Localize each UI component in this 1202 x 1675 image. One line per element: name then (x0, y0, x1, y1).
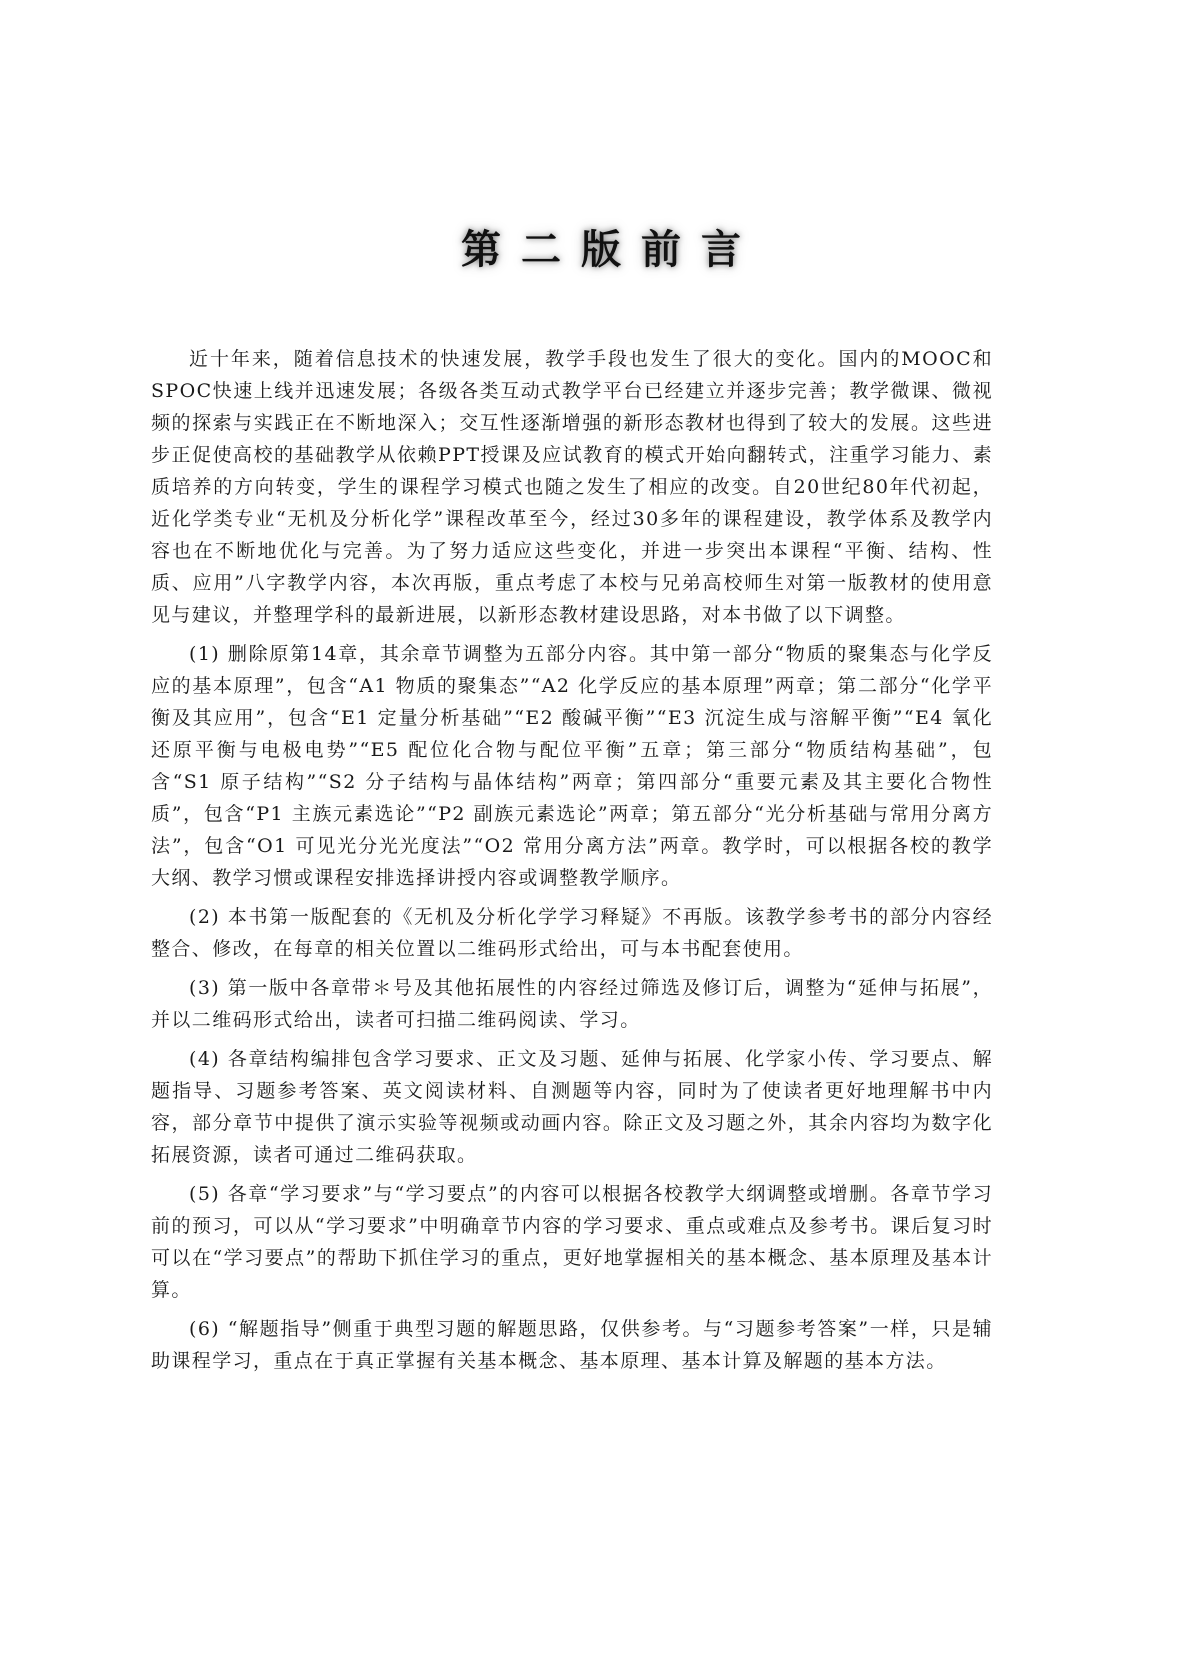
paragraph-intro: 近十年来，随着信息技术的快速发展，教学手段也发生了很大的变化。国内的MOOC和SPOC快速上线并迅速发展；各级各类互动式教学平台已经建立并逐步完善；教学微课、微视频的探索与实践正在不断地深入；交互性逐渐增强的新形态教材也得到了较大的发展。这些进步正促使高校的基础教学从依赖PPT授课及应试教育的模式开始向翻转式，注重学习能力、素质培养的方向转变，学生的课程学习模式也随之发生了相应的改变。自20世纪80年代初起，近化学类专业“无机及分析化学”课程改革至今，经过30多年的课程建设，教学体系及教学内容也在不断地优化与完善。为了努力适应这些变化，并进一步突出本课程“平衡、结构、性质、应用”八字教学内容，本次再版，重点考虑了本校与兄弟高校师生对第一版教材的使用意见与建议，并整理学科的最新进展，以新形态教材建设思路，对本书做了以下调整。 (151, 348, 993, 626)
paragraph-item-1: (1) 删除原第14章，其余章节调整为五部分内容。其中第一部分“物质的聚集态与化学反应的基本原理”，包含“A1 物质的聚集态”“A2 化学反应的基本原理”两章；第二部分“化学平衡及其应用”，包含“E1 定量分析基础”“E2 酸碱平衡”“E3 沉淀生成与溶解平衡”“E4 氧化还原平衡与电极电势”“E5 配位化合物与配位平衡”五章；第三部分“物质结构基础”，包含“S1 原子结构”“S2 分子结构与晶体结构”两章；第四部分“重要元素及其主要化合物性质”，包含“P1 主族元素选论”“P2 副族元素选论”两章；第五部分“光分析基础与常用分离方法”，包含“O1 可见光分光光度法”“O2 常用分离方法”两章。教学时，可以根据各校的教学大纲、教学习惯或课程安排选择讲授内容或调整教学顺序。 (151, 643, 993, 889)
paragraph-item-3: (3) 第一版中各章带＊号及其他拓展性的内容经过筛选及修订后，调整为“延伸与拓展”，并以二维码形式给出，读者可扫描二维码阅读、学习。 (151, 977, 993, 1031)
page-title: 第二版前言 (461, 227, 761, 273)
paragraph-item-4: (4) 各章结构编排包含学习要求、正文及习题、延伸与拓展、化学家小传、学习要点、解题指导、习题参考答案、英文阅读材料、自测题等内容，同时为了使读者更好地理解书中内容，部分章节中提供了演示实验等视频或动画内容。除正文及习题之外，其余内容均为数字化拓展资源，读者可通过二维码获取。 (151, 1048, 993, 1166)
paragraph-item-2: (2) 本书第一版配套的《无机及分析化学学习释疑》不再版。该教学参考书的部分内容经整合、修改，在每章的相关位置以二维码形式给出，可与本书配套使用。 (151, 906, 993, 960)
preface-body (151, 343, 993, 1384)
paragraph-item-6: (6) “解题指导”侧重于典型习题的解题思路，仅供参考。与“习题参考答案”一样，只是辅助课程学习，重点在于真正掌握有关基本概念、基本原理、基本计算及解题的基本方法。 (151, 1318, 993, 1372)
paragraph-item-5: (5) 各章“学习要求”与“学习要点”的内容可以根据各校教学大纲调整或增删。各章节学习前的预习，可以从“学习要求”中明确章节内容的学习要求、重点或难点及参考书。课后复习时可以在“学习要点”的帮助下抓住学习的重点，更好地掌握相关的基本概念、基本原理及基本计算。 (151, 1183, 993, 1301)
